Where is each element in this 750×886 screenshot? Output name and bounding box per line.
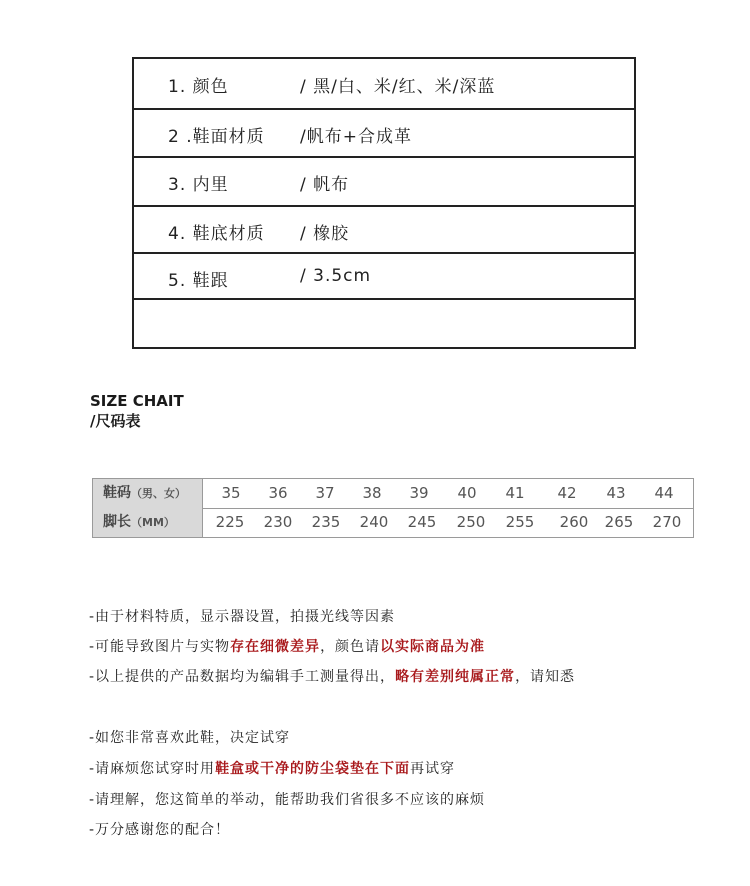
spec-label: 4. 鞋底材质 [168,224,265,244]
spec-value: / 橡胶 [300,224,350,244]
spec-value: / 3.5cm [300,266,372,286]
length-cell: 235 [311,513,341,531]
spec-label: 2 .鞋面材质 [168,127,265,147]
note-line [89,727,290,747]
note-line [89,819,230,839]
size-cell: 39 [409,484,429,502]
note-highlight: 鞋盒或干净的防尘袋垫在下面 [215,761,411,777]
spec-label: 3. 内里 [168,175,229,195]
spec-label: 1. 颜色 [168,77,229,97]
note-line [89,636,485,656]
size-cell: 44 [654,484,674,502]
note-line [89,789,485,809]
size-row-header [93,479,203,508]
length-cell: 270 [652,513,682,531]
note-highlight: 以实际商品为准 [380,639,486,655]
length-cell: 250 [456,513,486,531]
length-cell: 265 [604,513,634,531]
size-row-header-label: 鞋码 [103,485,131,501]
size-row [93,479,693,509]
note-line [89,606,395,626]
length-row-header-label: 脚长 [103,514,131,530]
spec-box [132,57,636,349]
size-cell: 35 [221,484,241,502]
size-cell: 43 [606,484,626,502]
note-text: -请理解，您这简单的举动，能帮助我们省很多不应该的麻烦 [89,792,486,808]
note-line [89,758,455,778]
length-row-header-sub: （MM） [131,516,175,529]
note-text: -请麻烦您试穿时用 [89,761,216,777]
length-cell: 225 [215,513,245,531]
note-text: -可能导致图片与实物 [89,639,231,655]
note-line [89,666,575,686]
spec-value: /帆布+合成革 [300,127,412,147]
note-text: -如您非常喜欢此鞋，决定试穿 [89,730,291,746]
size-cell: 42 [557,484,577,502]
spec-divider [134,108,634,110]
length-cell: 255 [505,513,535,531]
length-cell: 245 [407,513,437,531]
length-cell: 230 [263,513,293,531]
size-cell: 36 [268,484,288,502]
note-text: -以上提供的产品数据均为编辑手工测量得出， [89,669,396,685]
note-text: ，请知悉 [515,669,576,685]
spec-divider [134,298,634,300]
size-chart-title: SIZE CHAIT [90,392,184,410]
size-cell: 41 [505,484,525,502]
note-text: -由于材料特质，显示器设置，拍摄光线等因素 [89,609,396,625]
note-text: -万分感谢您的配合！ [89,822,231,838]
size-cell: 37 [315,484,335,502]
spec-value: / 黑/白、米/红、米/深蓝 [300,77,496,97]
length-row-header [93,508,203,537]
size-cell: 40 [457,484,477,502]
length-cell: 240 [359,513,389,531]
size-cell: 38 [362,484,382,502]
spec-value: / 帆布 [300,175,350,195]
size-chart-subtitle: /尺码表 [90,412,141,430]
spec-divider [134,252,634,254]
spec-divider [134,205,634,207]
length-cell: 260 [559,513,589,531]
note-highlight: 略有差别纯属正常 [395,669,516,685]
size-chart-title-block [90,391,184,431]
note-text: 再试穿 [410,761,456,777]
spec-label: 5. 鞋跟 [168,271,229,291]
note-text: ，颜色请 [320,639,381,655]
size-row-header-sub: （男、女） [131,487,186,500]
size-table [92,478,694,538]
length-row [93,508,693,537]
spec-divider [134,156,634,158]
note-highlight: 存在细微差异 [230,639,321,655]
